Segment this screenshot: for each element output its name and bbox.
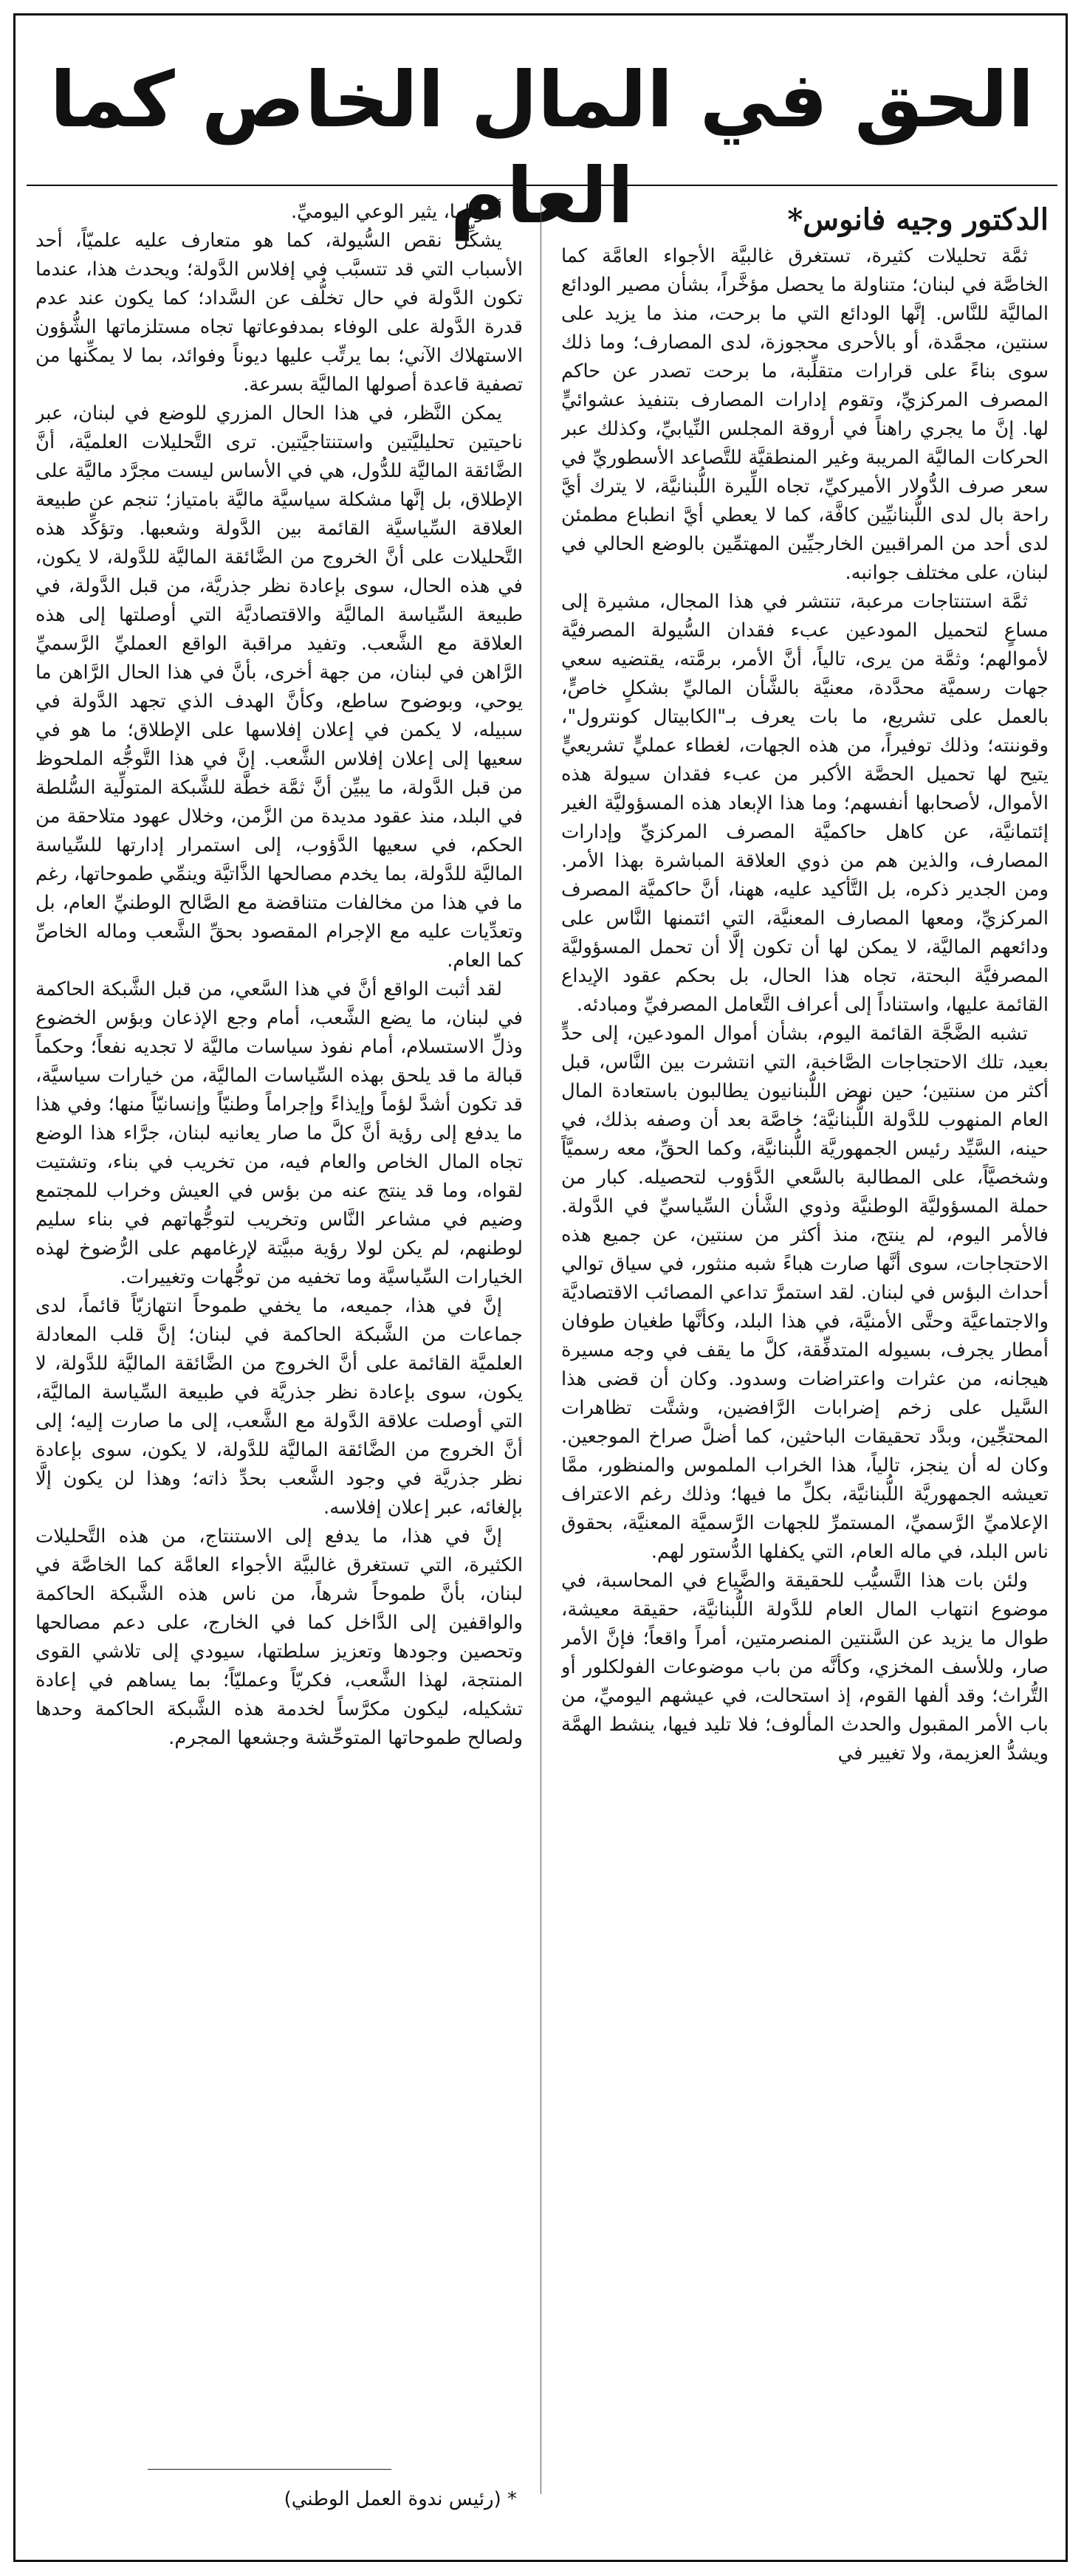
author-byline: الدكتور وجيه فانوس* — [787, 202, 1049, 237]
footnote-divider — [148, 2469, 391, 2470]
paragraph: ثمَّة تحليلات كثيرة، تستغرق غالبيَّة الأجواء العامَّة كما الخاصَّة في لبنان؛ متناولة ما يحصل مؤخَّراً، بشأن مصير الودائع الماليَّة للنَّاس. إنَّها الودائع التي ما برحت، منذ ما يزيد على سنتين، مجمَّدة، أو بالأحرى محجوزة، لدى المصارف؛ وما ذلك سوى بناءً على قرارات متقلِّبة، ما برحت تصدر عن حاكم المصرف المركزيِّ، وتقوم إدارات المصارف بتنفيذ عشوائيٍّ لها. إنَّ ما يجري راهناً في أروقة المجلس النِّيابيِّ، وكذلك عبر الحركات الماليَّة المريبة وغير المنطقيَّة للتَّصاعد الأسطوريِّ في سعر صرف الدُّولار الأميركيِّ، تجاه اللِّيرة اللُّبنانيَّة، لا يترك أيَّ راحة بال لدى اللُّبنانيِّين كافَّة، كما لا يعطي أيَّ انطباع مطمئن لدى أحد من المراقبين الخارجيِّين المهتمِّين بالوضع الحالي في لبنان، على مختلف جوانبه. — [561, 245, 1049, 584]
paragraph: إنَّ في هذا، جميعه، ما يخفي طموحاً انتهازيّاً قائماً، لدى جماعات من الشَّبكة الحاكمة في لبنان؛ إنَّ قلب المعادلة العلميَّة القائمة على أنَّ الخروج من الضَّائقة الماليَّة للدَّولة، لا يكون، سوى بإعادة نظر جذريَّة في طبيعة السِّياسة الماليَّة، التي أوصلت علاقة الدَّولة مع الشَّعب، إلى ما صارت إليه؛ إلى أنَّ الخروج من الضَّائقة الماليَّة للدَّولة، لا يكون، سوى بإعادة نظر جذريَّة في وجود الشَّعب بحدِّ ذاته؛ وهذا لن يكون إلَّا بإلغائه، عبر إعلان إفلاسه. — [35, 1295, 523, 1519]
article-headline: الحق في المال الخاص كما العام — [49, 55, 1035, 241]
paragraph: تشبه الضَّجَّة القائمة اليوم، بشأن أموال المودعين، إلى حدٍّ بعيد، تلك الاحتجاجات الصَّاخبة، التي انتشرت بين النَّاس، قبل أكثر من سنتين؛ حين نهض اللُّبنانيون يطالبون باستعادة المال العام المنهوب للدَّولة اللُّبنانيَّة؛ خاصَّة بعد أن وصفه بذلك، في حينه، السَّيِّد رئيس الجمهوريَّة اللُّبنانيَّة، وكما الحقِّ، معه رسميَّاً وشخصيَّاً، على المطالبة بالسَّعي الدَّؤوب لتحصيله. كبار من حملة المسؤوليَّة الوطنيَّة وذوي الشَّأن السِّياسيِّ في الدَّولة. فالأمر اليوم، لم ينتج، منذ أكثر من سنتين، عن جميع هذه الاحتجاجات، سوى أنَّها صارت هباءً شبه منثور، في سياق توالي أحداث البؤس في لبنان. لقد استمرَّ تداعي المصائب الاقتصاديَّة والاجتماعيَّة وحتَّى الأمنيَّة، في هذا البلد، وكأنَّها طغيان طوفان أمطار يجرف، بسيوله المتدفِّقة، كلَّ ما يقف في وجه مسيرة هيجانه، من عثرات واعتراضات وسدود. وكان أن قضى هذا السَّيل على زخم إضرابات الرَّافضين، وشتَّت تظاهرات المحتجِّين، وبدَّد تحقيقات الباحثين، كما أضلَّ صراخ الموجعين. وكان له أن ينجز، تالياً، هذا الخراب الملموس والمنظور، ممَّا تعيشه الجمهوريَّة اللُّبنانيَّة، بكلِّ ما فيها؛ وذلك رغم الاعتراف الإعلاميِّ الرَّسميِّ، المستمرِّ للجهات الرَّسميَّة المعنيَّة، بحقوق ناس البلد، في ماله العام، التي يكفلها الدُّستور لهم. — [561, 1023, 1049, 1563]
headline-divider — [27, 185, 1057, 186]
paragraph: يشكِّل نقص السُّيولة، كما هو متعارف عليه علميّاً، أحد الأسباب التي قد تتسبَّب في إفلاس الدَّولة؛ ويحدث هذا، عندما تكون الدَّولة في حال تخلُّف عن السَّداد؛ كما يكون عند عدم قدرة الدَّولة على الوفاء بمدفوعاتها تجاه مستلزماتها الشُّؤون الاستهلاك الآني؛ بما يرتِّب عليها ديوناً وفوائد، بما لا يمكِّنها من تصفية قاعدة أصولها الماليَّة بسرعة. — [35, 230, 523, 396]
paragraph: يمكن النَّظر، في هذا الحال المزري للوضع في لبنان، عبر ناحيتين تحليليَّتين واستنتاجيَّتين. ترى التَّحليلات العلميَّة، أنَّ الضَّائقة الماليَّة للدُّول، هي في الأساس ليست مجرَّد ماليَّة على الإطلاق، بل إنَّها مشكلة سياسيَّة ماليَّة بامتياز؛ تنجم عن طبيعة العلاقة السِّياسيَّة القائمة بين الدَّولة وشعبها. وتؤكِّد هذه التَّحليلات على أنَّ الخروج من الضَّائقة الماليَّة للدَّولة، لا يكون، في هذه الحال، سوى بإعادة نظر جذريَّة، من قبل الدَّولة، في طبيعة السِّياسة الماليَّة والاقتصاديَّة التي أوصلتها إلى هذه العلاقة مع الشَّعب. وتفيد مراقبة الواقع العمليِّ الرَّسميِّ الرَّاهن في لبنان، من جهة أخرى، بأنَّ في هذا الحال الرَّاهن ما يوحي، وبوضوح ساطع، وكأنَّ الهدف الذي تجهد الدَّولة في سبيله، لا يكمن في إعلان إفلاسها على الإطلاق؛ ما هو في سعيها إلى إعلان إفلاس الشَّعب. إنَّ في هذا التَّوجُّه الملحوظ من قبل الدَّولة، ما يبيِّن أنَّ ثمَّة خطَّة للشَّبكة المتولِّية السُّلطة في البلد، منذ عقود مديدة من الزَّمن، وخلال عهود متلاحقة من الحكم، في سعيها الدَّؤوب، إلى استمرار إدارتها للسِّياسة الماليَّة للدَّولة، بما يخدم مصالحها الذَّاتيَّة وينمِّي طموحاتها، رغم ما في هذا من مخالفات متناقضة مع الصَّالح الوطنيِّ العام، بل وتعدِّيات عليه مع الإجرام المقصود بحقِّ الشَّعب وماله الخاصِّ كما العام. — [35, 402, 523, 972]
paragraph: ولئن بات هذا التَّسيُّب للحقيقة والضَّياع في المحاسبة، في موضوع انتهاب المال العام للدَّولة اللُّبنانيَّة، حقيقة معيشة، طوال ما يزيد عن السَّنتين المنصرمتين، أمراً واقعاً؛ فإنَّ الأمر صار، وللأسف المخزي، وكأنَّه من باب موضوعات الفولكلور أو التُّراث؛ وقد ألفها القوم، إذ استحالت، في عيشهم اليوميِّ، من باب الأمر المقبول والحدث المألوف؛ فلا تليد فيها، ينشط الهمَّة ويشدُّ العزيمة، ولا تغيير في — [561, 1570, 1049, 1765]
paragraph: ثمَّة استنتاجات مرعبة، تنتشر في هذا المجال، مشيرة إلى مساعٍ لتحميل المودعين عبء فقدان السُّيولة المصرفيَّة لأموالهم؛ وثمَّة من يرى، تالياً، أنَّ الأمر، برمَّته، يقتضيه سعي جهات رسميَّة محدَّدة، معنيَّة بالشَّأن الماليِّ بشكلٍ خاصٍّ، بالعمل على تشريع، ما بات يعرف بـ"الكابيتال كونترول"، وقوننته؛ وذلك توفيراً، من هذه الجهات، لغطاء عمليٍّ تشريعيٍّ يتيح لها تحميل الحصَّة الأكبر من عبء فقدان سيولة هذه الأموال، لأصحابها أنفسهم؛ وما هذا الإبعاد هذه المسؤوليَّة الغير إئتمانيَّة، عن كاهل حاكميَّة المصرف المركزيِّ وإدارات المصارف، والذين هم من ذوي العلاقة المباشرة بهذا الأمر. ومن الجدير ذكره، بل التَّأكيد عليه، ههنا، أنَّ حاكميَّة المصرف المركزيِّ، ومعها المصارف المعنيَّة، التي ائتمنها النَّاس على ودائعهم الماليَّة، لا يمكن لها أن تكون إلَّا أن تحمل المسؤوليَّة المصرفيَّة البحتة، تجاه هذا الحال، بل بحكم عقود الإيداع القائمة عليها، واستناداً إلى أعراف التَّعامل المصرفيِّ ومبادئه. — [561, 591, 1049, 1016]
article-column-left — [35, 198, 523, 2450]
article-column-right — [561, 198, 1049, 2494]
paragraph: لقد أثبت الواقع أنَّ في هذا السَّعي، من قبل الشَّبكة الحاكمة في لبنان، ما يضع الشَّعب، أمام وجع الإذعان وبؤس الخضوع وذلِّ الاستسلام، أمام نفوذ سياسات ماليَّة لا تجديه نفعاً؛ وحكماً قبالة ما قد يلحق بهذه السِّياسات الماليَّة، من خيارات سياسيَّة، قد تكون أشدَّ لؤماً وإيذاءً وإجراماً وطنيّاً وإنسانيّاً منها؛ وفي هذا ما يدفع إلى رؤية أنَّ كلَّ ما صار يعانيه لبنان، جرَّاء هذا الوضع تجاه المال الخاص والعام فيه، من تخريب في بناء، وتشتيت لقواه، وما قد ينتج عنه من بؤس في العيش وخراب للمجتمع وضيم في مشاعر النَّاس وتخريب لتوجُّهاتهم في بناء سليم لوطنهم، لم يكن لولا رؤية مبيَّتة لإرغامهم على الرُّضوخ لهذه الخيارات السِّياسيَّة وما تخفيه من توجُّهات وتغييرات. — [35, 978, 523, 1288]
paragraph: إنَّ في هذا، ما يدفع إلى الاستنتاج، من هذه التَّحليلات الكثيرة، التي تستغرق غالبيَّة الأجواء العامَّة كما الخاصَّة في لبنان، بأنَّ طموحاً شرهاً، من ناس هذه الشَّبكة الحاكمة والواقفين إلى الدَّاخل كما في الخارج، على دعم مصالحها وتحصين وجودها وتعزيز سلطتها، سيودي إلى تلاشي القوى المنتجة، لهذا الشَّعب، فكريّاً وعمليّاً؛ بما يساهم في إعادة تشكيله، ليكون مكرَّساً لخدمة هذه الشَّبكة الحاكمة وحدها ولصالح طموحاتها المتوحِّشة وجشعها المجرم. — [35, 1525, 523, 1749]
paragraph: أحوالها، يثير الوعي اليوميِّ. — [290, 201, 502, 223]
author-footnote: * (رئيس ندوة العمل الوطني) — [284, 2488, 517, 2510]
